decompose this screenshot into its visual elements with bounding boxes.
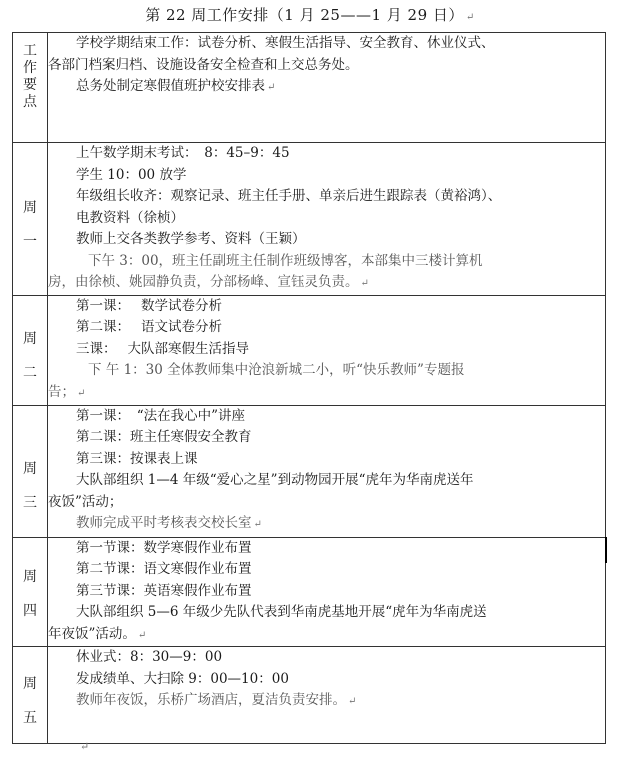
day-label-char: 五 (23, 710, 37, 726)
day-label-char: 二 (23, 364, 37, 381)
schedule-line (48, 55, 605, 77)
schedule-row (13, 647, 606, 744)
paragraph-mark: ↵ (360, 278, 369, 289)
schedule-line-text: 下 午 1：30 全体教师集中沧浪新城二小，听“快乐教师”专题报 (88, 362, 465, 378)
schedule-line (48, 229, 605, 251)
schedule-line-text: 第一课： “法在我心中”讲座 (76, 407, 246, 424)
schedule-row (13, 405, 606, 537)
schedule-line-text: 学生 10：00 放学 (76, 166, 187, 183)
schedule-line (48, 624, 605, 647)
schedule-line (48, 186, 605, 208)
schedule-line-text: 第二课： 语文试卷分析 (76, 319, 223, 335)
schedule-table (12, 32, 606, 744)
schedule-line-text: 大队部组织 5—6 年级少先队代表到华南虎基地开展“虎年为华南虎送 (76, 604, 487, 620)
schedule-line (48, 339, 605, 361)
day-content-cell (48, 295, 606, 405)
day-label-cell (13, 295, 48, 405)
paragraph-mark: ↵ (137, 629, 147, 641)
paragraph-mark: ↵ (253, 519, 262, 530)
paragraph-mark: ↵ (267, 82, 276, 93)
day-label-cell (13, 33, 48, 143)
day-content-cell (48, 143, 606, 296)
schedule-line (48, 360, 605, 382)
schedule-line-text: 发成绩单、大扫除 9：00—10：00 (76, 670, 289, 687)
day-label-char: 作 (23, 60, 37, 76)
day-label-char: 点 (23, 94, 37, 110)
schedule-line-text: 房，由徐桢、姚园静负责，分部杨峰、宣钰灵负责。 (48, 274, 359, 290)
day-label-cell (13, 405, 48, 537)
schedule-line-text: 第二课：班主任寒假安全教育 (76, 429, 252, 445)
day-label-char: 周 (23, 568, 37, 585)
day-label-cell (13, 143, 48, 296)
schedule-line-text: 三课： 大队部寒假生活指导 (76, 340, 250, 357)
schedule-line-text: 下午 3：00，班主任副班主任制作班级博客，本部集中三楼计算机 (88, 252, 483, 269)
schedule-line (48, 208, 605, 230)
schedule-line (48, 296, 605, 318)
schedule-line-text: 上午数学期末考试： 8：45–9：45 (76, 145, 290, 161)
day-label-char: 周 (23, 460, 37, 477)
schedule-line-text: 年夜饭”活动。 (48, 625, 136, 642)
schedule-line (48, 33, 605, 55)
schedule-line-text: 休业式：8：30—9：00 (76, 649, 223, 665)
schedule-row (13, 33, 606, 143)
day-label-char: 周 (23, 200, 37, 216)
day-label-char: 一 (23, 234, 37, 250)
day-label-char: 工 (23, 43, 37, 59)
day-content-cell (48, 537, 606, 647)
schedule-line-text: 年级组长收齐：观察记录、班主任手册、单亲后进生跟踪表（黄裕鸿）、 (76, 188, 502, 204)
schedule-line (48, 647, 605, 669)
text-cursor (605, 537, 607, 563)
day-label-cell (13, 647, 48, 744)
day-label-char: 三 (23, 494, 37, 511)
schedule-line (48, 690, 605, 713)
schedule-line-text: 教师上交各类教学参考、资料（王颖） (76, 231, 306, 247)
schedule-line (48, 602, 605, 624)
schedule-row (13, 537, 606, 647)
schedule-line (48, 492, 605, 514)
schedule-line (48, 581, 605, 603)
schedule-line (48, 559, 605, 581)
day-content-cell (48, 647, 606, 744)
schedule-line (48, 669, 605, 691)
schedule-row (13, 143, 606, 296)
paragraph-mark: ↵ (80, 740, 90, 753)
schedule-row (13, 295, 606, 405)
schedule-line (48, 470, 605, 492)
paragraph-mark: ↵ (348, 696, 357, 707)
schedule-line-text: 第二节课：语文寒假作业布置 (76, 561, 252, 577)
schedule-line (48, 449, 605, 471)
schedule-line-text: 第一节课：数学寒假作业布置 (76, 539, 252, 556)
schedule-line-text: 教师完成平时考核表交校长室 (76, 515, 252, 531)
schedule-line (48, 272, 605, 295)
schedule-line (48, 165, 605, 187)
day-label-char: 要 (23, 77, 37, 93)
day-content-cell (48, 405, 606, 537)
schedule-line (48, 317, 605, 339)
schedule-line-text: 各部门档案归档、设施设备安全检查和上交总务处。 (48, 56, 359, 73)
schedule-line-text: 夜饭”活动； (48, 493, 123, 510)
day-label-char: 周 (23, 330, 37, 347)
schedule-line (48, 382, 605, 405)
schedule-line (48, 143, 605, 165)
schedule-line-text: 第一课： 数学试卷分析 (76, 297, 223, 314)
schedule-line (48, 513, 605, 536)
schedule-line-text: 电教资料（徐桢） (76, 209, 184, 226)
schedule-line-text: 教师年夜饭，乐桥广场酒店，夏洁负责安排。 (76, 692, 346, 708)
day-label-char: 周 (23, 676, 37, 692)
day-label-char: 四 (23, 602, 37, 619)
schedule-line (48, 251, 605, 273)
schedule-line-text: 第三课：按课表上课 (76, 450, 198, 467)
page-title: 第 22 周工作安排（1 月 25——1 月 29 日） ↵ (145, 6, 475, 24)
day-label-cell (13, 537, 48, 647)
schedule-line-text: 学校学期结束工作：试卷分析、寒假生活指导、安全教育、休业仪式、 (76, 35, 495, 51)
schedule-line (48, 76, 605, 99)
paragraph-mark: ↵ (77, 387, 86, 399)
schedule-line (48, 538, 605, 560)
schedule-line-text: 第三节课：英语寒假作业布置 (76, 582, 252, 599)
schedule-line-text: 告； (48, 383, 75, 400)
day-content-cell (48, 33, 606, 143)
schedule-line-text: 总务处制定寒假值班护校安排表 (76, 78, 265, 94)
schedule-line (48, 427, 605, 449)
schedule-line-text: 大队部组织 1—4 年级“爱心之星”到动物园开展“虎年为华南虎送年 (76, 472, 474, 488)
schedule-line (48, 406, 605, 428)
